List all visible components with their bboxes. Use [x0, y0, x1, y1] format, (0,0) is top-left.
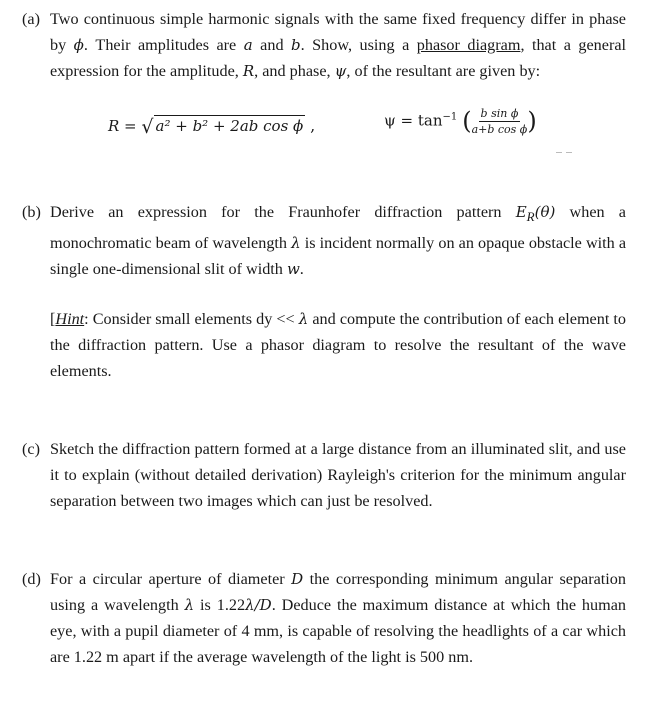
- sqrt-sign: √: [141, 116, 154, 138]
- question-c-label: (c): [22, 440, 40, 458]
- question-b: [22, 199, 626, 282]
- phasor-diagram-term: phasor diagram: [416, 36, 521, 54]
- phase-fraction: $\frac{\text{b sin ϕ}}{\text{a+b cos ϕ}}$: [471, 107, 528, 136]
- question-a-text: Two continuous simple harmonic signals with the same fixed frequency differ in phase by ϕ. Their amplitudes are a and b. Show, using a phasor diagram, that a general expression for the amplitude, R, and phase, ψ, of the resultant are given by:: [50, 10, 627, 80]
- question-b-label: (b): [22, 203, 41, 221]
- scan-artifact: [556, 152, 562, 153]
- question-a-label: (a): [22, 10, 40, 28]
- question-b-text: Derive an expression for the Fraunhofer diffraction pattern $E_R(\theta)$ when a monochromatic beam of wavelength λ is incident normally on an opaque obstacle with a single one-dimensional slit of width w.: [50, 203, 627, 279]
- hint-word: Hint: [55, 310, 85, 328]
- question-c: [22, 436, 626, 514]
- question-d-label: (d): [22, 570, 41, 588]
- question-d-text: For a circular aperture of diameter D the corresponding minimum angular separation using a wavelength λ is 1.22λ/D. Deduce the maximum distance at which the human eye, with a pupil diameter of 4 mm, is capable of resolving the headlights of a car which are 1.22 m apart if the average wavelength of the light is 500 nm.: [50, 570, 626, 666]
- question-a: [22, 6, 626, 84]
- question-d: [22, 566, 626, 670]
- phase-equation: $\psi = \tan^{-1}$ ( $\frac{\text{b sin ϕ}}{\text{a+b cos ϕ}}$ ): [384, 106, 537, 136]
- scan-artifact: [566, 152, 572, 153]
- question-c-text: Sketch the diffraction pattern formed at a large distance from an illuminated slit, and use it to explain (without detailed derivation) Rayleigh's criterion for the minimum angular separation between two images which can just be resolved.: [50, 440, 626, 510]
- hint-block: [Hint: Consider small elements dy << λ and compute the contribution of each element to the diffraction pattern. Use a phasor diagram to resolve the resultant of the wave elements.: [50, 310, 626, 380]
- amplitude-equation: R = √ a² + b² + 2ab cos ϕ ,: [108, 116, 316, 138]
